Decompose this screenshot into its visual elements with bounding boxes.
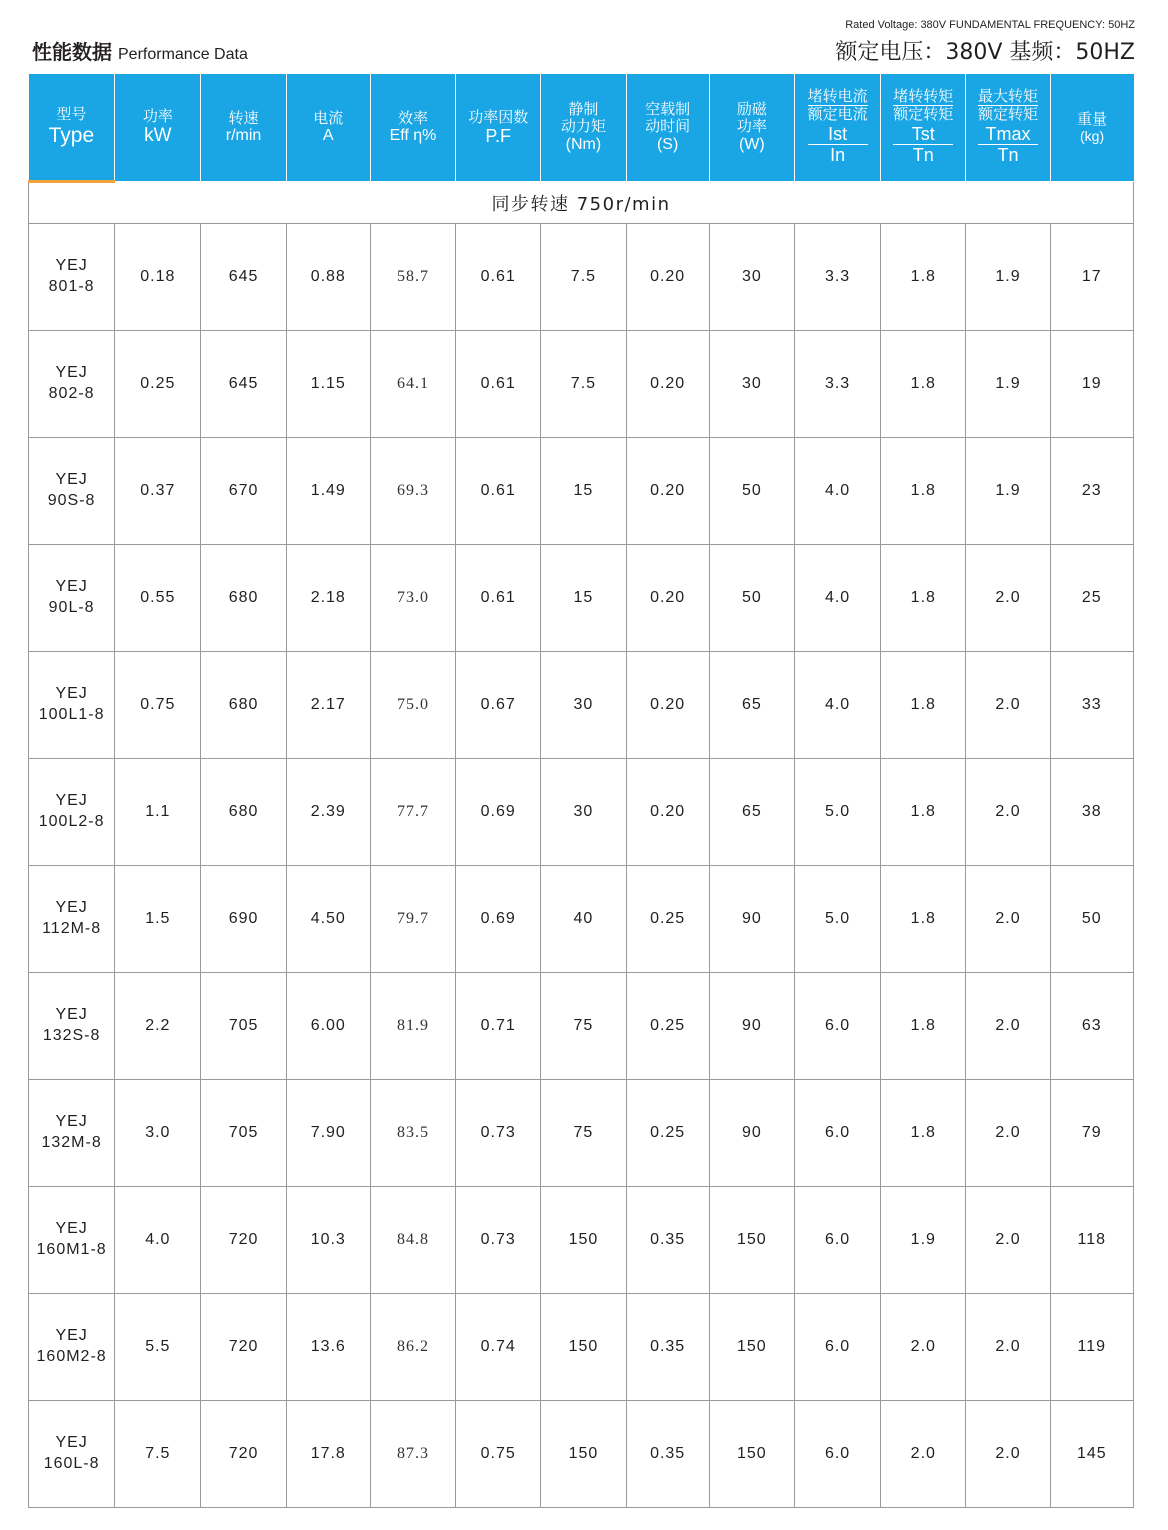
cell-power: 90: [709, 973, 794, 1080]
cell-ist: 4.0: [794, 545, 880, 652]
cell-torque: 40: [541, 866, 626, 973]
cell-torque: 7.5: [541, 224, 626, 331]
cell-pf: 0.61: [456, 545, 541, 652]
cell-ist: 6.0: [794, 1401, 880, 1508]
header-locked-current-ratio: 堵转电流 额定电流 Ist In: [794, 74, 880, 182]
cell-time: 0.25: [626, 866, 709, 973]
cell-pf: 0.61: [456, 438, 541, 545]
cell-tmax: 2.0: [966, 973, 1050, 1080]
cell-eff: 81.9: [370, 973, 455, 1080]
cell-time: 0.20: [626, 652, 709, 759]
cell-pf: 0.61: [456, 224, 541, 331]
type-series: YEJ: [55, 364, 88, 382]
type-series: YEJ: [55, 1327, 88, 1345]
cell-torque: 30: [541, 652, 626, 759]
cell-tmax: 2.0: [966, 1294, 1050, 1401]
cell-current: 7.90: [286, 1080, 370, 1187]
cell-kw: 2.2: [115, 973, 201, 1080]
cell-pf: 0.73: [456, 1187, 541, 1294]
cell-tmax: 2.0: [966, 545, 1050, 652]
cell-time: 0.20: [626, 759, 709, 866]
type-series: YEJ: [55, 685, 88, 703]
cell-type: [29, 1080, 115, 1187]
table-row: [29, 1187, 1134, 1294]
cell-current: 6.00: [286, 973, 370, 1080]
cell-time: 0.20: [626, 545, 709, 652]
cell-time: 0.25: [626, 1080, 709, 1187]
cell-tmax: 1.9: [966, 438, 1050, 545]
cell-time: 0.20: [626, 438, 709, 545]
cell-weight: 118: [1050, 1187, 1133, 1294]
cell-power: 30: [709, 224, 794, 331]
cell-speed: 720: [201, 1187, 286, 1294]
cell-tmax: 2.0: [966, 1401, 1050, 1508]
cell-pf: 0.69: [456, 759, 541, 866]
cell-ist: 3.3: [794, 224, 880, 331]
cell-ist: 5.0: [794, 866, 880, 973]
cell-current: 0.88: [286, 224, 370, 331]
cell-speed: 680: [201, 545, 286, 652]
type-series: YEJ: [55, 1006, 88, 1024]
cell-tst: 1.9: [881, 1187, 966, 1294]
type-series: YEJ: [55, 257, 88, 275]
type-model: 132S-8: [42, 1027, 101, 1044]
cell-weight: 145: [1050, 1401, 1133, 1508]
type-model: 100L2-8: [38, 813, 105, 830]
type-model: 90L-8: [48, 599, 95, 616]
cell-current: 1.15: [286, 331, 370, 438]
header-excitation-power: 励磁 功率 (W): [709, 74, 794, 182]
header-power: 功率 kW: [115, 74, 201, 182]
cell-power: 150: [709, 1187, 794, 1294]
table-row: [29, 866, 1134, 973]
cell-ist: 3.3: [794, 331, 880, 438]
cell-current: 13.6: [286, 1294, 370, 1401]
header-efficiency: 效率 Eff η%: [370, 74, 455, 182]
cell-eff: 79.7: [370, 866, 455, 973]
cell-type: [29, 973, 115, 1080]
cell-tst: 2.0: [881, 1294, 966, 1401]
cell-power: 90: [709, 866, 794, 973]
cell-kw: 5.5: [115, 1294, 201, 1401]
cell-kw: 0.55: [115, 545, 201, 652]
cell-tst: 1.8: [881, 331, 966, 438]
page-title: [32, 36, 248, 65]
cell-tst: 1.8: [881, 224, 966, 331]
type-model: 100L1-8: [38, 706, 105, 723]
cell-tmax: 2.0: [966, 759, 1050, 866]
cell-time: 0.20: [626, 224, 709, 331]
cell-kw: 0.75: [115, 652, 201, 759]
cell-torque: 15: [541, 438, 626, 545]
type-series: YEJ: [55, 1220, 88, 1238]
cell-kw: 7.5: [115, 1401, 201, 1508]
cell-weight: 25: [1050, 545, 1133, 652]
cell-pf: 0.69: [456, 866, 541, 973]
cell-speed: 720: [201, 1294, 286, 1401]
cell-tmax: 2.0: [966, 866, 1050, 973]
cell-torque: 7.5: [541, 331, 626, 438]
cell-tst: 1.8: [881, 759, 966, 866]
cell-type: [29, 866, 115, 973]
cell-current: 2.18: [286, 545, 370, 652]
type-model: 160M1-8: [36, 1241, 107, 1258]
cell-speed: 690: [201, 866, 286, 973]
cell-speed: 680: [201, 759, 286, 866]
cell-tst: 2.0: [881, 1401, 966, 1508]
rated-voltage-en: Rated Voltage: 380V FUNDAMENTAL FREQUENCY: 50HZ: [845, 19, 1135, 31]
cell-time: 0.35: [626, 1294, 709, 1401]
cell-eff: 58.7: [370, 224, 455, 331]
cell-eff: 64.1: [370, 331, 455, 438]
cell-weight: 119: [1050, 1294, 1133, 1401]
type-series: YEJ: [55, 899, 88, 917]
cell-tmax: 2.0: [966, 1080, 1050, 1187]
cell-type: [29, 1401, 115, 1508]
type-model: 801-8: [48, 278, 95, 295]
table-row: [29, 331, 1134, 438]
cell-ist: 6.0: [794, 1080, 880, 1187]
cell-power: 65: [709, 652, 794, 759]
cell-weight: 33: [1050, 652, 1133, 759]
cell-speed: 670: [201, 438, 286, 545]
table-row: [29, 1294, 1134, 1401]
cell-eff: 75.0: [370, 652, 455, 759]
cell-ist: 6.0: [794, 1187, 880, 1294]
cell-type: [29, 1294, 115, 1401]
cell-type: [29, 759, 115, 866]
table-row: [29, 438, 1134, 545]
header-weight: 重量 (kg): [1050, 74, 1133, 182]
cell-eff: 69.3: [370, 438, 455, 545]
sync-speed-row: [29, 182, 1134, 224]
cell-speed: 645: [201, 331, 286, 438]
cell-kw: 0.25: [115, 331, 201, 438]
cell-ist: 4.0: [794, 652, 880, 759]
table-row: [29, 759, 1134, 866]
cell-power: 65: [709, 759, 794, 866]
type-series: YEJ: [55, 792, 88, 810]
rated-voltage-cn: 额定电压：380V 基频：50HZ: [835, 40, 1135, 65]
type-model: 160M2-8: [36, 1348, 107, 1365]
cell-tst: 1.8: [881, 545, 966, 652]
cell-kw: 0.37: [115, 438, 201, 545]
cell-speed: 705: [201, 1080, 286, 1187]
cell-current: 10.3: [286, 1187, 370, 1294]
cell-torque: 150: [541, 1401, 626, 1508]
cell-tmax: 1.9: [966, 331, 1050, 438]
cell-tst: 1.8: [881, 652, 966, 759]
cell-pf: 0.61: [456, 331, 541, 438]
cell-current: 4.50: [286, 866, 370, 973]
cell-type: [29, 331, 115, 438]
cell-current: 1.49: [286, 438, 370, 545]
cell-kw: 1.5: [115, 866, 201, 973]
cell-tmax: 2.0: [966, 1187, 1050, 1294]
cell-current: 2.17: [286, 652, 370, 759]
cell-kw: 1.1: [115, 759, 201, 866]
sync-speed-label: 同步转速 750r/min: [29, 182, 1134, 224]
cell-kw: 3.0: [115, 1080, 201, 1187]
cell-power: 150: [709, 1294, 794, 1401]
cell-eff: 83.5: [370, 1080, 455, 1187]
type-series: YEJ: [55, 1113, 88, 1131]
type-model: 802-8: [48, 385, 95, 402]
cell-time: 0.35: [626, 1187, 709, 1294]
cell-power: 90: [709, 1080, 794, 1187]
cell-tst: 1.8: [881, 1080, 966, 1187]
cell-type: [29, 652, 115, 759]
cell-power: 150: [709, 1401, 794, 1508]
header-locked-torque-ratio: 堵转转矩 额定转矩 Tst Tn: [881, 74, 966, 182]
cell-ist: 5.0: [794, 759, 880, 866]
cell-kw: 0.18: [115, 224, 201, 331]
header-speed: 转速 r/min: [201, 74, 286, 182]
table-row: [29, 1401, 1134, 1508]
performance-table: [28, 74, 1134, 1508]
cell-eff: 86.2: [370, 1294, 455, 1401]
header-braking-time: 空载制 动时间 (S): [626, 74, 709, 182]
type-model: 112M-8: [42, 920, 102, 937]
cell-kw: 4.0: [115, 1187, 201, 1294]
cell-type: [29, 545, 115, 652]
cell-eff: 87.3: [370, 1401, 455, 1508]
table-row: [29, 224, 1134, 331]
cell-tst: 1.8: [881, 438, 966, 545]
cell-pf: 0.67: [456, 652, 541, 759]
cell-ist: 4.0: [794, 438, 880, 545]
table-row: [29, 973, 1134, 1080]
title-en: Performance Data: [118, 46, 248, 63]
cell-speed: 705: [201, 973, 286, 1080]
header-current: 电流 A: [286, 74, 370, 182]
cell-time: 0.25: [626, 973, 709, 1080]
table-row: [29, 545, 1134, 652]
cell-eff: 84.8: [370, 1187, 455, 1294]
cell-weight: 17: [1050, 224, 1133, 331]
cell-time: 0.35: [626, 1401, 709, 1508]
cell-eff: 77.7: [370, 759, 455, 866]
cell-tst: 1.8: [881, 866, 966, 973]
table-header-row: [29, 74, 1134, 182]
cell-speed: 720: [201, 1401, 286, 1508]
cell-torque: 15: [541, 545, 626, 652]
type-model: 160L-8: [43, 1455, 100, 1472]
cell-type: [29, 224, 115, 331]
cell-torque: 150: [541, 1294, 626, 1401]
type-model: 90S-8: [47, 492, 96, 509]
cell-speed: 645: [201, 224, 286, 331]
cell-weight: 63: [1050, 973, 1133, 1080]
cell-pf: 0.73: [456, 1080, 541, 1187]
cell-weight: 79: [1050, 1080, 1133, 1187]
cell-pf: 0.74: [456, 1294, 541, 1401]
cell-torque: 150: [541, 1187, 626, 1294]
table-row: [29, 652, 1134, 759]
type-series: YEJ: [55, 578, 88, 596]
cell-pf: 0.75: [456, 1401, 541, 1508]
cell-power: 50: [709, 438, 794, 545]
cell-torque: 75: [541, 1080, 626, 1187]
cell-ist: 6.0: [794, 1294, 880, 1401]
cell-weight: 19: [1050, 331, 1133, 438]
cell-pf: 0.71: [456, 973, 541, 1080]
cell-tst: 1.8: [881, 973, 966, 1080]
cell-weight: 38: [1050, 759, 1133, 866]
type-model: 132M-8: [41, 1134, 102, 1151]
cell-tmax: 2.0: [966, 652, 1050, 759]
cell-current: 2.39: [286, 759, 370, 866]
cell-type: [29, 1187, 115, 1294]
cell-speed: 680: [201, 652, 286, 759]
cell-torque: 30: [541, 759, 626, 866]
cell-ist: 6.0: [794, 973, 880, 1080]
cell-eff: 73.0: [370, 545, 455, 652]
cell-weight: 50: [1050, 866, 1133, 973]
table-row: [29, 1080, 1134, 1187]
header-type: 型号 Type: [29, 74, 115, 182]
header-power-factor: 功率因数 P.F: [456, 74, 541, 182]
cell-weight: 23: [1050, 438, 1133, 545]
header-max-torque-ratio: 最大转矩 额定转矩 Tmax Tn: [966, 74, 1050, 182]
type-series: YEJ: [55, 471, 88, 489]
cell-time: 0.20: [626, 331, 709, 438]
cell-torque: 75: [541, 973, 626, 1080]
cell-current: 17.8: [286, 1401, 370, 1508]
cell-type: [29, 438, 115, 545]
cell-tmax: 1.9: [966, 224, 1050, 331]
title-cn: 性能数据: [32, 40, 112, 64]
type-series: YEJ: [55, 1434, 88, 1452]
cell-power: 30: [709, 331, 794, 438]
header-braking-torque: 静制 动力矩 (Nm): [541, 74, 626, 182]
cell-power: 50: [709, 545, 794, 652]
